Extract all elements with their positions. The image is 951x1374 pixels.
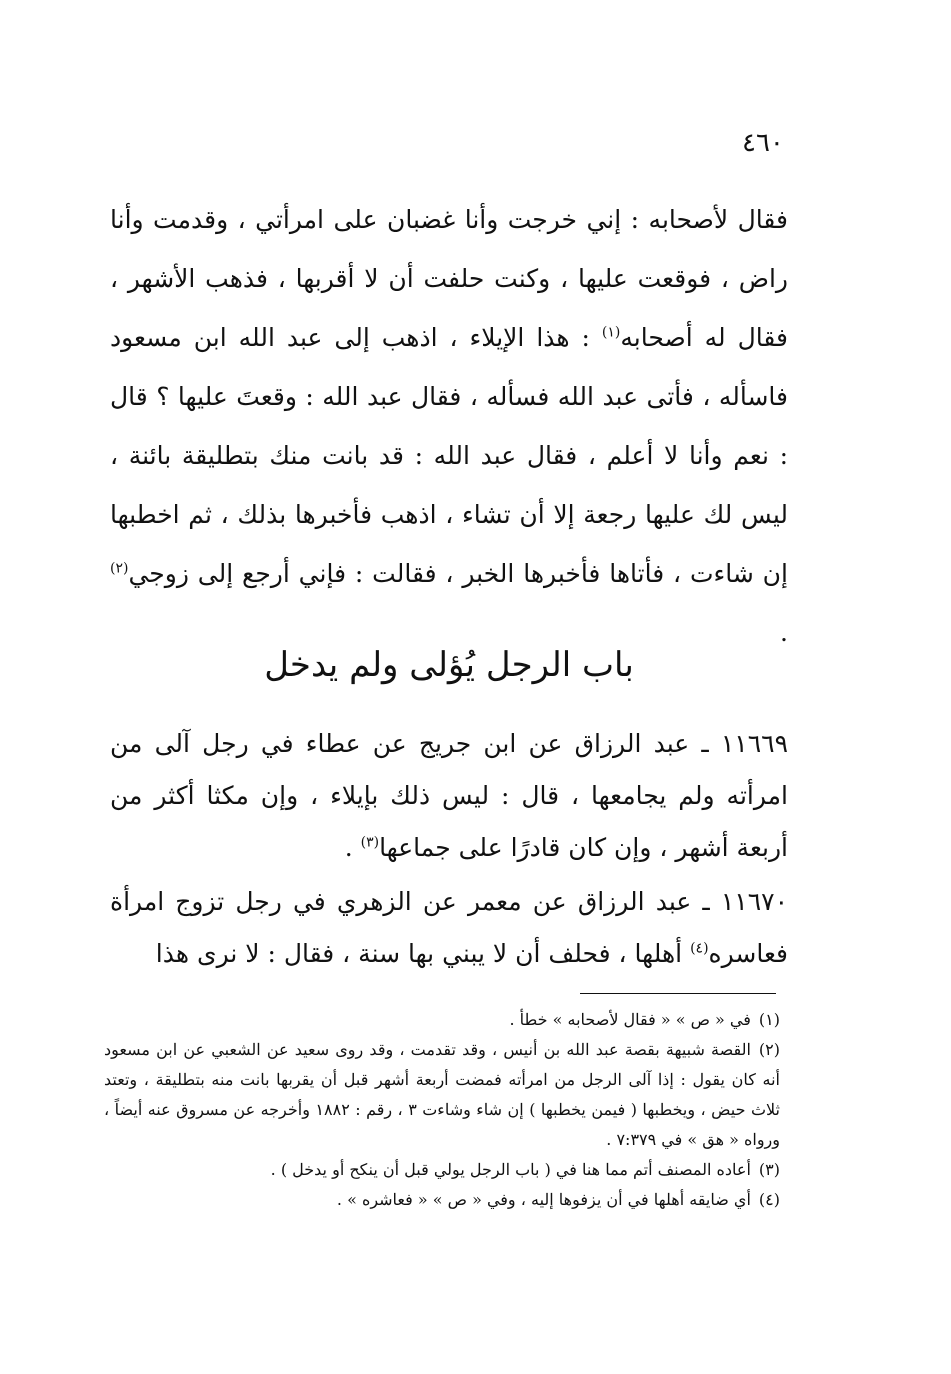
footnote-1	[104, 1005, 780, 1035]
continuation-text: فقال لأصحابه : إني خرجت وأنا غضبان على امرأتي ، وقدمت وأنا راض ، فوقعت عليها ، وكنت حلفت أن لا أقربها ، فذهب الأشهر ، فقال له أصحابه	[110, 205, 788, 352]
footnote-number: (٣)	[758, 1160, 780, 1179]
continuation-end: .	[780, 618, 788, 647]
footnote-ref-3: (٣)	[360, 834, 380, 851]
footnote-text: في « ص » « فقال لأصحابه » خطأ .	[509, 1010, 751, 1029]
footnote-number: (٤)	[758, 1190, 780, 1209]
hadith-11669-text: ١١٦٦٩ ـ عبد الرزاق عن ابن جريج عن عطاء في رجل آلى من امرأته ولم يجامعها ، قال : ليس ذلك بإيلاء ، وإن مكثا أكثر من أربعة أشهر ، وإن كان قادرًا على جماعها	[110, 729, 788, 862]
footnote-ref-1: (١)	[601, 324, 621, 341]
footnote-3	[104, 1155, 780, 1185]
footnote-number: (٢)	[758, 1040, 780, 1059]
footnote-ref-4: (٤)	[690, 940, 709, 957]
footnotes	[104, 1005, 780, 1215]
hadith-11670-text-2: أهلها ، فحلف أن لا يبني بها سنة ، فقال : لا نرى هذا	[155, 939, 691, 968]
hadith-11670	[110, 876, 788, 980]
section-heading: باب الرجل يُؤلى ولم يدخل	[264, 645, 634, 685]
hadith-11670-text: ١١٦٧٠ ـ عبد الرزاق عن معمر عن الزهري في رجل تزوج امرأة فعاسره	[110, 887, 788, 968]
footnote-4	[104, 1185, 780, 1215]
continuation-paragraph	[110, 190, 788, 662]
page-number: ٤٦٠	[742, 128, 784, 158]
footnote-divider	[580, 993, 776, 994]
footnote-text: القصة شبيهة بقصة عبد الله بن أنيس ، وقد تقدمت ، وقد روى سعيد عن الشعبي عن ابن مسعود أنه كان يقول : إذا آلى الرجل من امرأته فمضت أربعة أشهر قبل أن يقربها بانت منه بتطليقة ، وتعتد ثلاث حيض ، ويخطبها ( فيمن يخطبها ) إن شاء وشاءت ٣ ، رقم : ١٨٨٢ وأخرجه عن مسروق عنه أيضاً ، ورواه « هق » في ٧:٣٧٩ .	[104, 1040, 781, 1149]
footnote-text: أعاده المصنف أتم مما هنا في ( باب الرجل يولي قبل أن ينكح أو يدخل ) .	[270, 1160, 751, 1179]
footnote-2	[104, 1035, 780, 1155]
hadith-11669	[110, 718, 788, 874]
footnote-text: أي ضايقه أهلها في أن يزفوها إليه ، وفي « ص » « فعاشره » .	[336, 1190, 751, 1209]
hadith-11669-end: .	[344, 833, 361, 862]
continuation-text-2: : هذا الإيلاء ، اذهب إلى عبد الله ابن مسعود فاسأله ، فأتى عبد الله فسأله ، فقال عبد الله : وقعتَ عليها ؟ قال : نعم وأنا لا أعلم ، فقال عبد الله : قد بانت منك بتطليقة بائنة ، ليس لك عليها رجعة إلا أن تشاء ، اذهب فأخبرها بذلك ، ثم اخطبها إن شاءت ، فأتاها فأخبرها الخبر ، فقالت : فإني أرجع إلى زوجي	[110, 323, 788, 588]
footnote-number: (١)	[758, 1010, 780, 1029]
footnote-ref-2: (٢)	[110, 560, 129, 577]
